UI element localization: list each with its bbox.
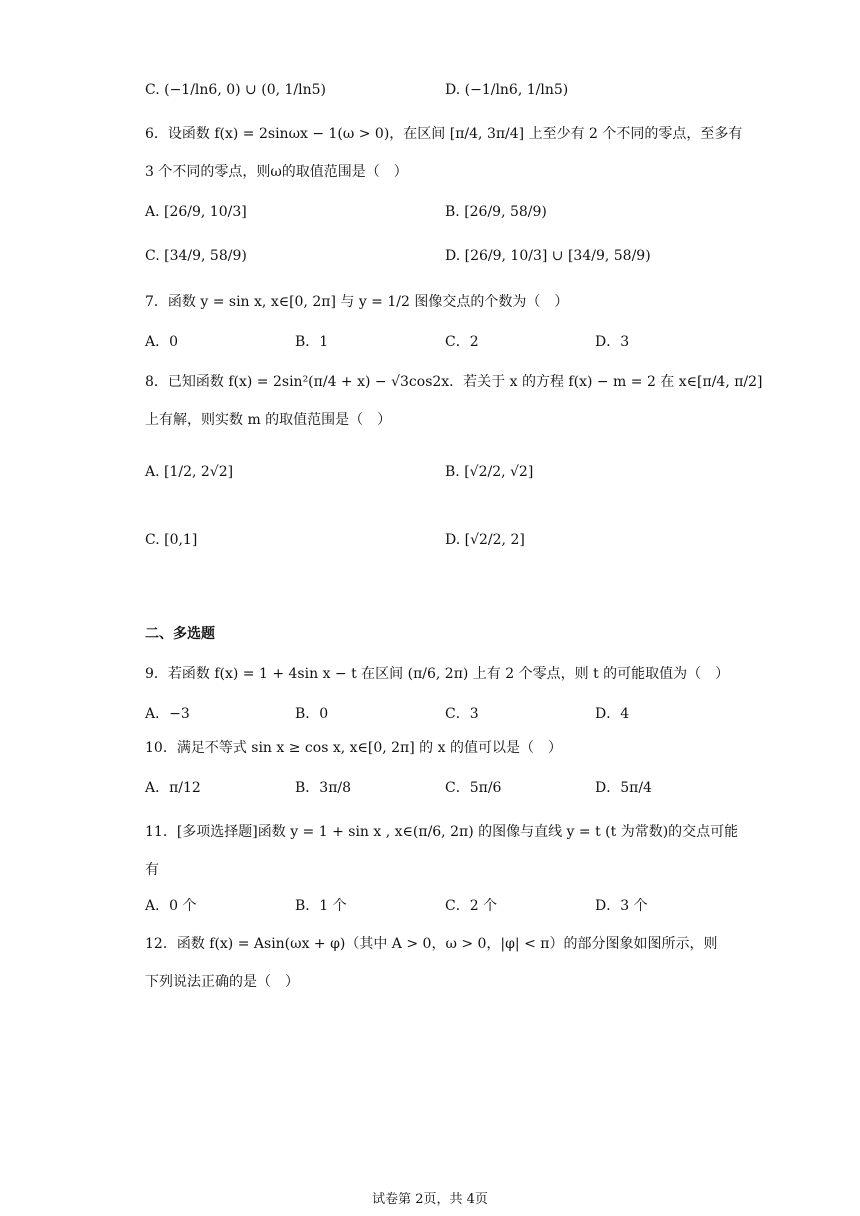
q11-stem-line2: 有 bbox=[145, 862, 159, 878]
q9-stem: 9．若函数 f(x) = 1 + 4sin x − t 在区间 (π/6, 2π) 上有 2 个零点，则 t 的可能取值为（ ） bbox=[145, 666, 730, 682]
q12-stem-line1: 12．函数 f(x) = Asin(ωx + φ)（其中 A > 0，ω > 0，|φ| < π）的部分图象如图所示，则 bbox=[145, 936, 718, 952]
q8-option-c: C. [0,1] bbox=[145, 532, 198, 548]
q11-option-d: D．3 个 bbox=[595, 898, 648, 914]
q7-option-d: D．3 bbox=[595, 334, 630, 350]
q11-option-c: C．2 个 bbox=[445, 898, 498, 914]
q6-option-c: C. [34/9, 58/9) bbox=[145, 248, 247, 264]
q10-option-b: B．3π/8 bbox=[295, 780, 352, 796]
q11-stem-line1: 11．[多项选择题]函数 y = 1 + sin x , x∈(π/6, 2π) 的图像与直线 y = t (t 为常数)的交点可能 bbox=[145, 824, 739, 840]
page-footer: 试卷第 2页，共 4页 bbox=[372, 1192, 488, 1207]
q10-option-a: A．π/12 bbox=[145, 780, 201, 796]
q7-option-c: C．2 bbox=[445, 334, 479, 350]
q10-stem: 10．满足不等式 sin x ≥ cos x, x∈[0, 2π] 的 x 的值可以是（ ） bbox=[145, 740, 562, 756]
q11-option-b: B．1 个 bbox=[295, 898, 347, 914]
q12-stem-line2: 下列说法正确的是（ ） bbox=[145, 974, 299, 990]
q11-option-a: A．0 个 bbox=[145, 898, 197, 914]
q8-option-a: A. [1/2, 2√2] bbox=[145, 464, 234, 480]
q6-stem-line2: 3 个不同的零点，则ω的取值范围是（ ） bbox=[145, 164, 408, 180]
q9-option-d: D．4 bbox=[595, 706, 630, 722]
q7-stem: 7．函数 y = sin x, x∈[0, 2π] 与 y = 1/2 图像交点的个数为（ ） bbox=[145, 294, 569, 310]
section-title-multiple-choice: 二、多选题 bbox=[145, 626, 215, 642]
q6-option-d: D. [26/9, 10/3] ∪ [34/9, 58/9) bbox=[445, 248, 651, 264]
q10-option-d: D．5π/4 bbox=[595, 780, 652, 796]
q8-option-d: D. [√2/2, 2] bbox=[445, 532, 525, 548]
q5-option-d: D. (−1/ln6, 1/ln5) bbox=[445, 82, 569, 98]
q5-option-c: C. (−1/ln6, 0) ∪ (0, 1/ln5) bbox=[145, 82, 326, 98]
q9-option-a: A．−3 bbox=[145, 706, 190, 722]
q10-option-c: C．5π/6 bbox=[445, 780, 502, 796]
q6-option-a: A. [26/9, 10/3] bbox=[145, 204, 247, 220]
q8-stem-line2: 上有解，则实数 m 的取值范围是（ ） bbox=[145, 412, 392, 428]
q9-option-c: C．3 bbox=[445, 706, 479, 722]
q7-option-b: B．1 bbox=[295, 334, 329, 350]
q8-option-b: B. [√2/2, √2] bbox=[445, 464, 534, 480]
q9-option-b: B．0 bbox=[295, 706, 329, 722]
q7-option-a: A．0 bbox=[145, 334, 179, 350]
q6-option-b: B. [26/9, 58/9) bbox=[445, 204, 547, 220]
q6-stem-line1: 6．设函数 f(x) = 2sinωx − 1(ω > 0)，在区间 [π/4, 3π/4] 上至少有 2 个不同的零点，至多有 bbox=[145, 126, 743, 142]
q8-stem-line1: 8．已知函数 f(x) = 2sin²(π/4 + x) − √3cos2x．若关于 x 的方程 f(x) − m = 2 在 x∈[π/4, π/2] bbox=[145, 374, 763, 390]
